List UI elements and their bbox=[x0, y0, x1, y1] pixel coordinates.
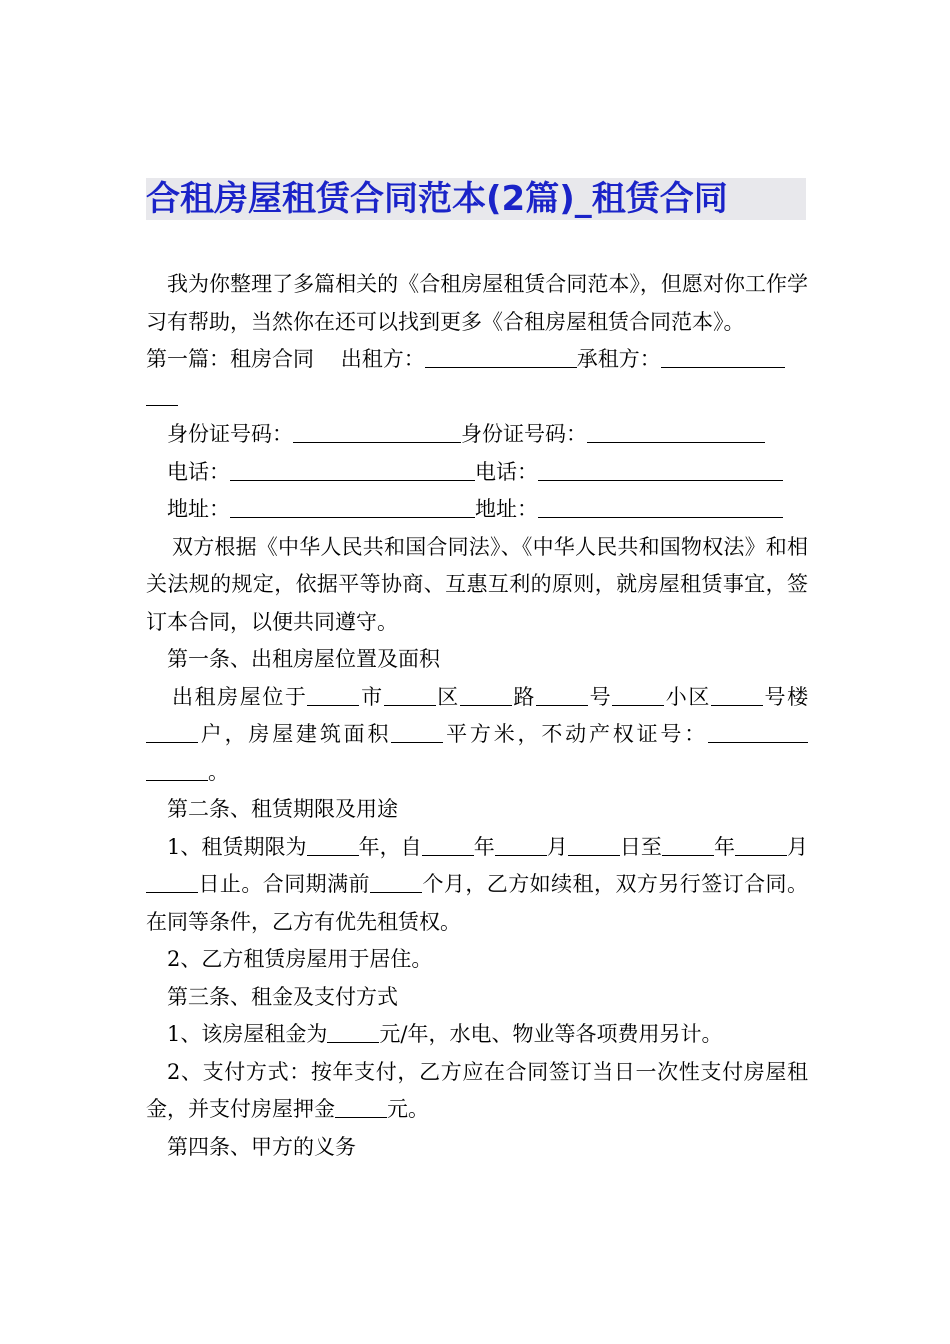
end-day-blank bbox=[146, 871, 198, 893]
area-blank bbox=[391, 721, 443, 743]
id-label-lessor: 身份证号码： bbox=[167, 422, 293, 446]
intro-paragraph: 我为你整理了多篇相关的《合租房屋租赁合同范本》，但愿对你工作学习有帮助，当然你在还可以找到更多《合租房屋租赁合同范本》。 bbox=[146, 272, 808, 334]
article2-item1-f: 年 bbox=[713, 834, 735, 859]
deposit-blank bbox=[335, 1096, 387, 1118]
article2-item1-i: 个月，乙方如续租，双方另行签订合同。在同等条件，乙方有优先租赁权。 bbox=[146, 872, 808, 934]
party-header-line bbox=[146, 341, 808, 416]
road-blank bbox=[460, 684, 512, 706]
city-blank bbox=[307, 684, 359, 706]
property-cert-blank bbox=[708, 721, 808, 743]
building-blank bbox=[711, 684, 763, 706]
article2-item1 bbox=[146, 829, 808, 942]
id-blank-lessee bbox=[587, 421, 765, 443]
id-label-lessee: 身份证号码： bbox=[461, 422, 587, 446]
article1-text-e: 号 bbox=[588, 684, 613, 709]
unit-blank bbox=[146, 721, 198, 743]
article3-item1-b: 元/年，水电、物业等各项费用另计。 bbox=[379, 1022, 723, 1046]
term-years-blank bbox=[307, 834, 359, 856]
phone-label-lessee: 电话： bbox=[475, 459, 538, 484]
article3-item2-b: 元。 bbox=[387, 1097, 429, 1121]
article1-text bbox=[146, 679, 808, 792]
article1-title: 第一条、出租房屋位置及面积 bbox=[167, 647, 440, 671]
article2-item1-d: 月 bbox=[546, 834, 568, 859]
phone-blank-lessee bbox=[538, 459, 783, 481]
preamble-paragraph: 双方根据《中华人民共和国合同法》、《中华人民共和国物权法》和相关法规的规定，依据平等协商、互惠互利的原则，就房屋租赁事宜，签订本合同，以便共同遵守。 bbox=[146, 534, 808, 634]
article1-text-g: 号楼 bbox=[762, 684, 809, 709]
article1-text-a: 出租房屋位于 bbox=[172, 684, 308, 709]
start-year-blank bbox=[422, 834, 474, 856]
article2-item1-g: 月 bbox=[786, 834, 809, 859]
article1-text-i: 平方米，不动产权证号： bbox=[443, 722, 709, 746]
address-label-lessee: 地址： bbox=[475, 497, 538, 521]
article2-item1-e: 日至 bbox=[619, 834, 662, 859]
end-year-blank bbox=[662, 834, 714, 856]
renewal-months-blank bbox=[370, 871, 422, 893]
lessee-blank-cont bbox=[146, 384, 178, 406]
lessor-blank bbox=[425, 346, 577, 368]
part-one-label: 第一篇：租房合同 bbox=[146, 347, 314, 371]
end-month-blank bbox=[735, 834, 787, 856]
article2-title: 第二条、租赁期限及用途 bbox=[167, 797, 398, 821]
article1-text-h: 户，房屋建筑面积 bbox=[198, 722, 392, 746]
article1-text-f: 小区 bbox=[664, 684, 711, 709]
lessor-label: 出租方： bbox=[340, 347, 425, 371]
lessee-blank bbox=[661, 346, 785, 368]
start-day-blank bbox=[568, 834, 620, 856]
rent-blank bbox=[327, 1021, 379, 1043]
article2-item1-h: 日止。合同期满前 bbox=[198, 872, 370, 896]
phone-line bbox=[146, 454, 808, 492]
address-label-lessor: 地址： bbox=[167, 497, 230, 521]
community-blank bbox=[612, 684, 664, 706]
property-cert-blank-cont bbox=[146, 759, 208, 781]
phone-blank-lessor bbox=[230, 459, 475, 481]
article1-text-j: 。 bbox=[208, 759, 229, 784]
article1-text-b: 市 bbox=[359, 684, 384, 709]
lessee-label: 承租方： bbox=[576, 347, 661, 371]
number-blank bbox=[536, 684, 588, 706]
article3-item1-a: 1、该房屋租金为 bbox=[167, 1022, 328, 1046]
article1-text-d: 路 bbox=[511, 684, 536, 709]
document-body bbox=[146, 266, 808, 1166]
id-line bbox=[146, 416, 808, 454]
address-line bbox=[146, 491, 808, 529]
article1-text-c: 区 bbox=[435, 684, 460, 709]
address-blank-lessor bbox=[230, 496, 475, 518]
article2-item1-a: 1、租赁期限为 bbox=[167, 834, 307, 859]
document-title: 合租房屋租赁合同范本(2篇)_租赁合同 bbox=[146, 179, 728, 219]
article3-title: 第三条、租金及支付方式 bbox=[167, 984, 398, 1009]
phone-label-lessor: 电话： bbox=[167, 459, 230, 484]
article3-item1 bbox=[146, 1016, 808, 1054]
id-blank-lessor bbox=[293, 421, 461, 443]
address-blank-lessee bbox=[538, 496, 783, 518]
article2-item1-b: 年，自 bbox=[358, 834, 422, 859]
article3-item2-a: 2、支付方式：按年支付，乙方应在合同签订当日一次性支付房屋租金，并支付房屋押金 bbox=[146, 1059, 808, 1121]
article2-item2: 2、乙方租赁房屋用于居住。 bbox=[167, 947, 433, 971]
article2-item1-c: 年 bbox=[473, 834, 495, 859]
district-blank bbox=[384, 684, 436, 706]
article4-title: 第四条、甲方的义务 bbox=[167, 1134, 356, 1159]
start-month-blank bbox=[495, 834, 547, 856]
article3-item2 bbox=[146, 1054, 808, 1129]
